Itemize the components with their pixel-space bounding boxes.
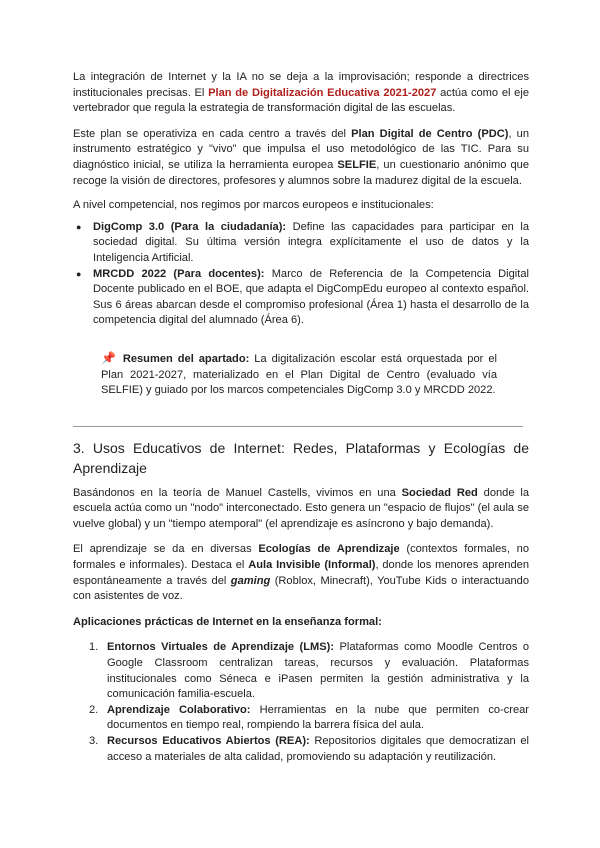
list-item (73, 703, 529, 734)
text-run: , un cuestionario anónimo que recoge la visión de directores, profesores y alumnos sobre la madurez digital de la escuela. (73, 158, 529, 187)
section-3-paragraph-1 (73, 486, 529, 533)
text-run: actúa como el eje vertebrador que regula la estrategia de transformación digital de las escuelas. (73, 86, 529, 115)
text-run: (Roblox, Minecraft), YouTube Kids o interactuando con asistentes de voz. (73, 574, 529, 603)
selfie-bold: SELFIE (337, 158, 377, 171)
bullet-item-mrcdd (73, 267, 529, 329)
intro-paragraph-1 (73, 70, 529, 117)
list-item-text: Repositorios digitales que democratizan el acceso a materiales de alta calidad, promoviendo su adaptación y reutilización. (107, 735, 529, 763)
section-3-paragraph-2 (73, 542, 529, 604)
bullet-title: MRCDD 2022 (Para docentes): (93, 267, 265, 280)
applications-title (73, 615, 529, 631)
text-run: La integración de Internet y la IA no se deja a la improvisación; responde a directrices institucionales precisas. El (73, 71, 529, 99)
list-number: 2. (89, 703, 99, 716)
text-run: , donde los menores aprenden espontáneamente a través del (73, 559, 529, 587)
pdc-bold: Plan Digital de Centro (PDC) (351, 127, 509, 140)
text-run: donde la escuela actúa como un "nodo" interconectado. Esto genera un "espacio de flujos" (el aula se vuelve global) y un "tiempo atemporal" (el aprendizaje es asíncrono y bajo demanda). (73, 486, 529, 530)
list-item-title: Aprendizaje Colaborativo: (107, 703, 251, 716)
aula-invisible-bold: Aula Invisible (Informal) (248, 559, 376, 572)
framework-bullet-list (73, 220, 529, 329)
list-item-text: Plataformas como Moodle Centros o Google Classroom centralizan tareas, recursos y evaluación. Plataformas institucionales como Séneca e iPasen permiten la gestión administrativa y la comunicación familia-escuela. (107, 641, 529, 701)
list-item-title: Entornos Virtuales de Aprendizaje (LMS): (107, 641, 335, 654)
list-item (73, 734, 529, 765)
sociedad-red-bold: Sociedad Red (401, 486, 478, 499)
bullet-text: Define las capacidades para participar en la sociedad digital. Su última versión integra explícitamente el uso de datos y la Inteligencia Artificial. (93, 220, 529, 264)
bullet-item-digcomp (73, 220, 529, 267)
list-number: 3. (89, 735, 99, 747)
text-run: Basándonos en la teoría de Manuel Castells, vivimos en una (73, 486, 402, 499)
applications-numbered-list (73, 640, 529, 765)
ecologias-bold: Ecologías de Aprendizaje (258, 543, 400, 556)
list-item-text: Herramientas en la nube que permiten co-crear documentos en tiempo real, rompiendo la barrera física del aula. (107, 703, 530, 732)
section-divider (73, 426, 523, 427)
pushpin-icon: 📌 (101, 350, 118, 365)
text-run: Este plan se operativiza en cada centro a través del (73, 127, 352, 140)
summary-title: Resumen del apartado: (122, 352, 250, 365)
list-item (73, 640, 529, 702)
list-number: 1. (89, 641, 99, 654)
text-run: (contextos formales, no formales e informales). Destaca el (73, 543, 530, 572)
section-3-heading: 3. Usos Educativos de Internet: Redes, Plataformas y Ecologías de Aprendizaje (73, 439, 529, 476)
intro-paragraph-2 (73, 127, 529, 189)
applications-title-text: Aplicaciones prácticas de Internet en la enseñanza formal: (73, 615, 382, 628)
text-run: , un instrumento estratégico y "vivo" que impulsa el uso metodológico de las TIC. Para su diagnóstico inicial, se utiliza la herramienta europea (73, 127, 529, 171)
document-content (73, 70, 529, 765)
intro-paragraph-3: A nivel competencial, nos regimos por marcos europeos e institucionales: (73, 199, 434, 212)
text-run: El aprendizaje se da en diversas (73, 543, 259, 556)
plan-digitalizacion-highlight: Plan de Digitalización Educativa 2021-2027 (208, 86, 437, 99)
section-summary (101, 351, 497, 399)
summary-text: La digitalización escolar está orquestada por el Plan 2021-2027, materializado en el Plan Digital de Centro (evaluado vía SELFIE) y guiado por los marcos competenciales DigComp 3.0 y MRCDD 2022. (101, 352, 497, 397)
bullet-title: DigComp 3.0 (Para la ciudadanía): (93, 220, 287, 233)
bullet-text: Marco de Referencia de la Competencia Digital Docente publicado en el BOE, que adapta el DigCompEdu europeo al contexto español. Sus 6 áreas abarcan desde el compromiso profesional (Área 1) hasta el desarrollo de la competencia digital del alumnado (Área 6). (93, 267, 529, 327)
gaming-italic: gaming (230, 574, 271, 587)
list-item-title: Recursos Educativos Abiertos (REA): (107, 735, 310, 747)
